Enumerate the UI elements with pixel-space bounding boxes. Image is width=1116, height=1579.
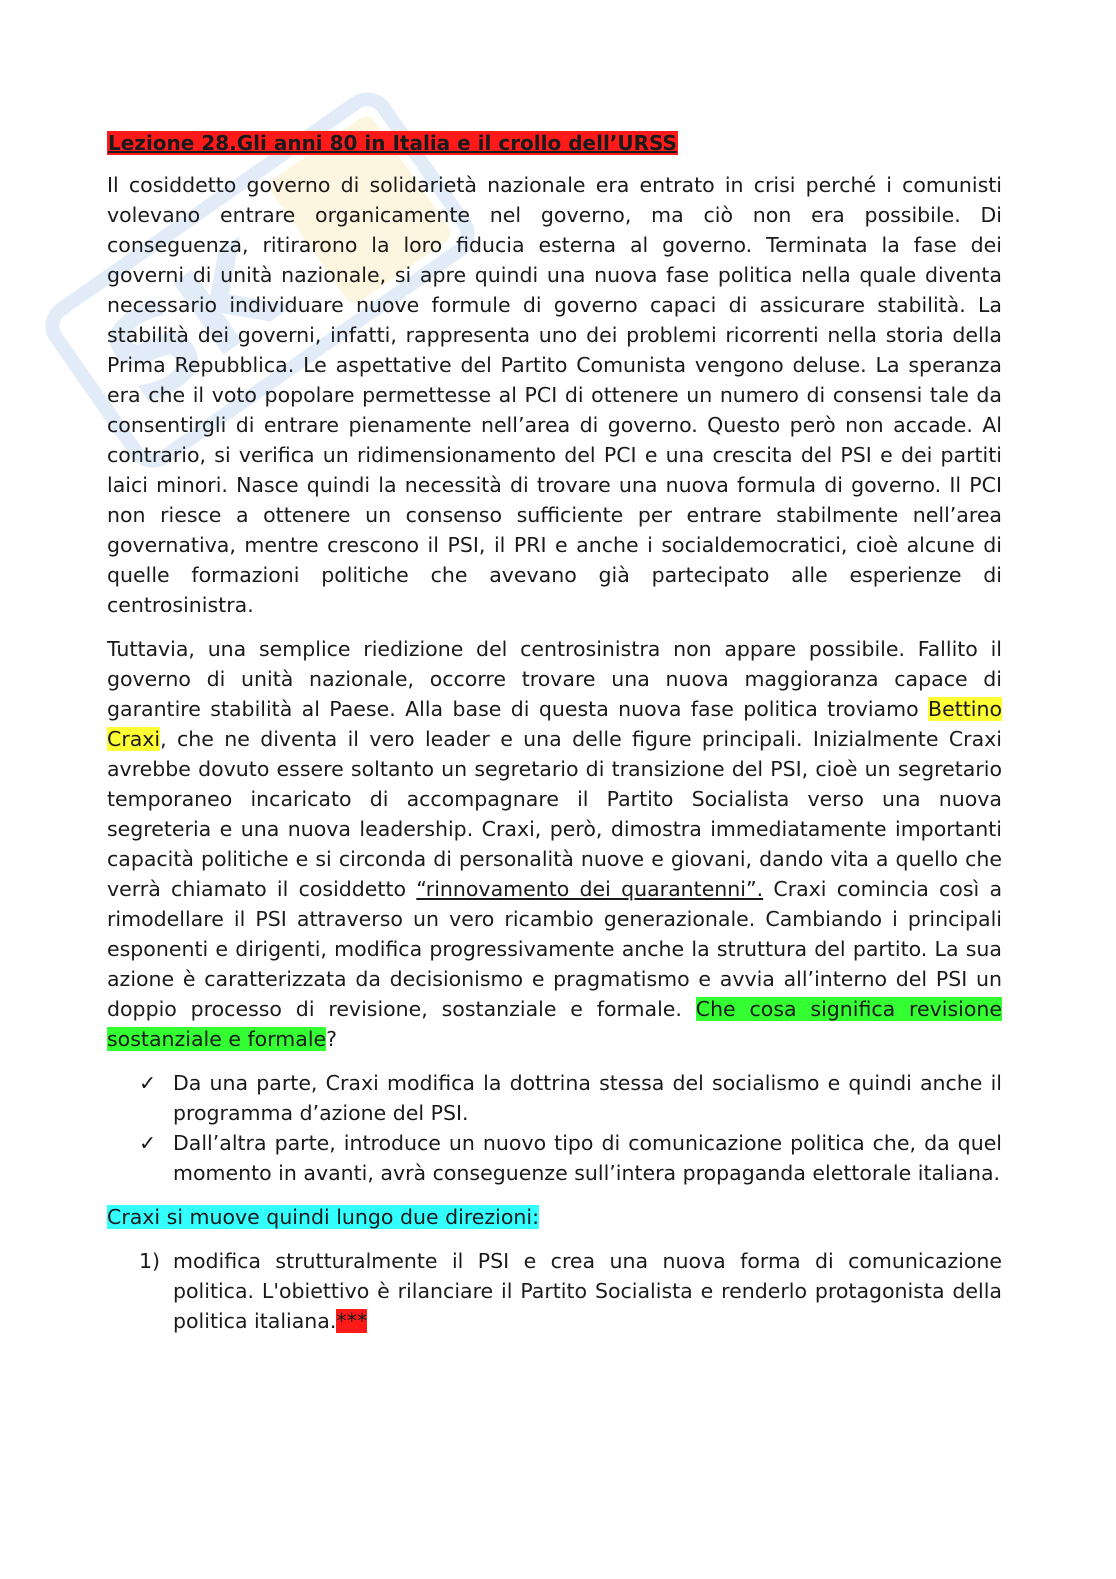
- checkmark-icon: ✓: [139, 1071, 157, 1095]
- paragraph-craxi-part1: Tuttavia, una semplice riedizione del centrosinistra non appare possibile. Fallito il governo di unità nazionale, occorre trovare una nuova maggioranza capace di garantire stabilità al Paese. Alla base di questa nuova fase politica troviamo: [107, 637, 1002, 721]
- paragraph-craxi-part3: Craxi comincia così a rimodellare il PSI attraverso un vero ricambio generazionale. Cambiando i principali esponenti e dirigenti, modifica progressivamente anche la struttura del partito. La sua azione è caratterizzata da decisionismo e pragmatismo e avvia all’interno del PSI un doppio processo di revisione, sostanziale e formale.: [107, 877, 1003, 1021]
- lesson-title-text: Lezione 28.Gli anni 80 in Italia e il crollo dell’URSS: [108, 131, 677, 155]
- list-number: 1): [139, 1249, 161, 1273]
- paragraph-craxi: [107, 634, 1002, 1054]
- red-asterisks: ***: [336, 1309, 368, 1333]
- directions-heading: [107, 1202, 1002, 1232]
- numbered-list: [107, 1246, 1002, 1336]
- list-item: [107, 1246, 1002, 1336]
- paragraph-intro: Il cosiddetto governo di solidarietà nazionale era entrato in crisi perché i comunisti volevano entrare organicamente nel governo, ma ciò non era possibile. Di conseguenza, ritirarono la loro fiducia esterna al governo. Terminata la fase dei governi di unità nazionale, si apre quindi una nuova fase politica nella quale diventa necessario individuare nuove formule di governo capaci di assicurare stabilità. La stabilità dei governi, infatti, rappresenta uno dei problemi ricorrenti nella storia della Prima Repubblica. Le aspettative del Partito Comunista vengono deluse. La speranza era che il voto popolare permettesse al PCI di ottenere un numero di consensi tale da consentirgli di entrare pienamente nell’area di governo. Questo però non accade. Al contrario, si verifica un ridimensionamento del PCI e una crescita del PSI e dei partiti laici minori. Nasce quindi la necessità di trovare una nuova formula di governo. Il PCI non riesce a ottenere un consenso sufficiente per entrare stabilmente nell’area governativa, mentre crescono il PSI, il PRI e anche i socialdemocratici, cioè alcune di quelle formazioni politiche che avevano già partecipato alle esperienze di centrosinistra.: [107, 173, 1002, 617]
- directions-heading-text: Craxi si muove quindi lungo due direzioni:: [107, 1205, 540, 1229]
- paragraph-craxi-part2: , che ne diventa il vero leader e una delle figure principali. Inizialmente Craxi avrebbe dovuto essere soltanto un segretario di transizione del PSI, cioè un segretario temporaneo incaricato di accompagnare il Partito Socialista verso una nuova segreteria e una nuova leadership. Craxi, però, dimostra immediatamente importanti capacità politiche e si circonda di personalità nuove e giovani, dando vita a quello che verrà chiamato il cosiddetto: [107, 727, 1002, 901]
- list-item: [107, 1068, 1002, 1128]
- checklist: [107, 1068, 1002, 1188]
- list-item: [107, 1128, 1002, 1188]
- list-item-text: modifica strutturalmente il PSI e crea una nuova forma di comunicazione politica. L'obiettivo è rilanciare il Partito Socialista e renderlo protagonista della politica italiana.: [173, 1249, 1002, 1333]
- highlight-bettino-craxi: Bettino Craxi: [107, 697, 1002, 751]
- document-body: [107, 128, 1002, 1336]
- underlined-rinnovamento: “rinnovamento dei quarantenni”.: [416, 877, 764, 901]
- paragraph-craxi-part4: ?: [326, 1027, 338, 1051]
- list-item-text: Da una parte, Craxi modifica la dottrina stessa del socialismo e quindi anche il programma d’azione del PSI.: [173, 1071, 1002, 1125]
- lesson-title: [107, 128, 1002, 158]
- svg-text:SK: SK: [80, 217, 308, 435]
- list-item-text: Dall’altra parte, introduce un nuovo tipo di comunicazione politica che, da quel momento in avanti, avrà conseguenze sull’intera propaganda elettorale italiana.: [173, 1131, 1002, 1185]
- checkmark-icon: ✓: [139, 1131, 157, 1155]
- highlight-question: Che cosa significa revisione sostanziale e formale: [107, 997, 1002, 1051]
